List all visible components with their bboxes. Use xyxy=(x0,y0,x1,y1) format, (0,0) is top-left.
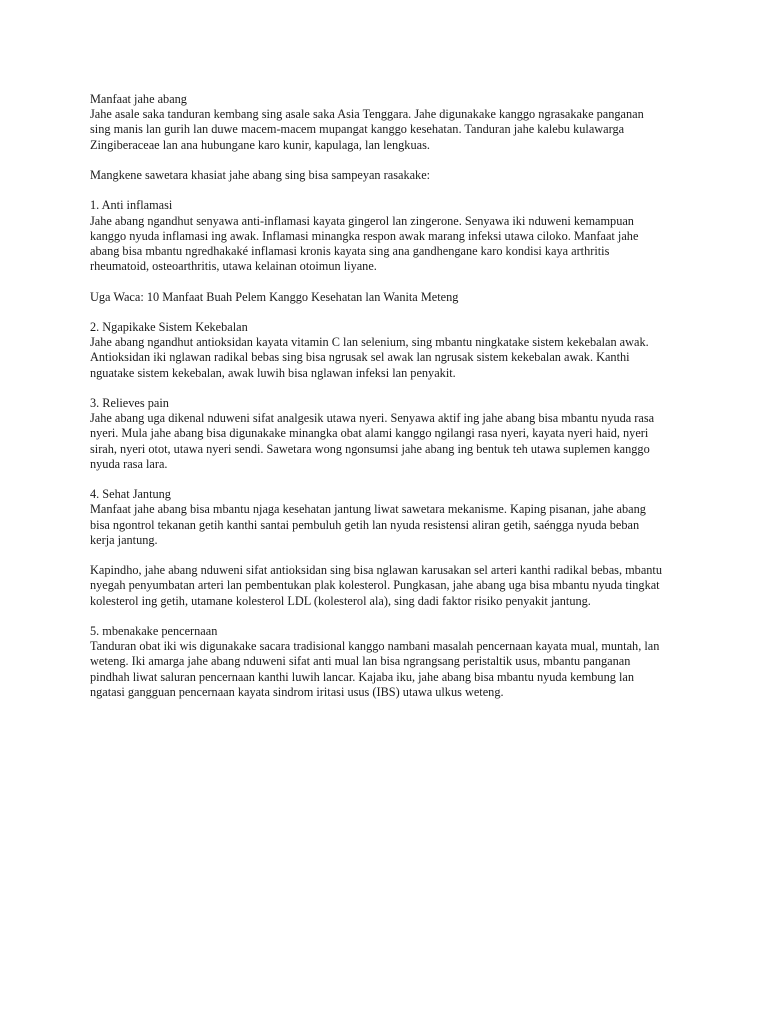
text-line: Antioksidan iki nglawan radikal bebas sing bisa ngrusak sel awak lan ngrusak sistem kekebalan awak. Kanthi xyxy=(90,350,630,365)
text-line: Jahe abang ngandhut antioksidan kayata vitamin C lan selenium, sing mbantu ningkatake sistem kekebalan awak. xyxy=(90,335,649,350)
section-pain-relief xyxy=(90,396,680,472)
section-heart-health xyxy=(90,487,680,548)
benefits-intro-paragraph xyxy=(90,168,680,183)
text-line: bisa ngontrol tekanan getih kanthi santai pembuluh getih lan nyuda resistensi aliran getih, saéngga nyuda beban xyxy=(90,517,640,532)
text-line: weteng. Iki amarga jahe abang nduweni sifat anti mual lan bisa ngrangsang peristaltik usus, mbantu panganan xyxy=(90,654,631,669)
text-line: 3. Relieves pain xyxy=(90,395,169,410)
text-line: Manfaat jahe abang bisa mbantu njaga kesehatan jantung liwat sawetara mekanisme. Kaping pisanan, jahe abang xyxy=(90,502,646,517)
text-line: nyegah penyumbatan arteri lan pembentukan plak kolesterol. Pungkasan, jahe abang uga bisa mbantu nyuda tingkat xyxy=(90,578,660,593)
text-line: pindhah liwat saluran pencernaan kanthi luwih lancar. Kajaba iku, jahe abang bisa mbantu nyuda kembung lan xyxy=(90,669,634,684)
text-line: Kapindho, jahe abang nduweni sifat antioksidan sing bisa nglawan karusakan sel arteri kanthi radikal bebas, mbantu xyxy=(90,563,662,578)
text-line: Uga Waca: 10 Manfaat Buah Pelem Kanggo Kesehatan lan Wanita Meteng xyxy=(90,289,459,304)
related-article-link-paragraph xyxy=(90,290,680,305)
text-line: 2. Ngapikake Sistem Kekebalan xyxy=(90,319,248,334)
text-line: Jahe asale saka tanduran kembang sing asale saka Asia Tenggara. Jahe digunakake kanggo ngrasakake panganan xyxy=(90,107,644,122)
text-line: 4. Sehat Jantung xyxy=(90,487,171,502)
text-line: kolesterol ing getih, utamane kolesterol LDL (kolesterol ala), sing dadi faktor risiko penyakit jantung. xyxy=(90,593,591,608)
text-line: rheumatoid, osteoarthritis, utawa kelainan otoimun liyane. xyxy=(90,259,377,274)
document-body xyxy=(90,92,680,715)
text-line: 1. Anti inflamasi xyxy=(90,198,173,213)
text-line: Tanduran obat iki wis digunakake sacara tradisional kanggo nambani masalah pencernaan kayata mual, muntah, lan xyxy=(90,639,660,654)
section-digestion xyxy=(90,624,680,700)
text-line: Jahe abang ngandhut senyawa anti-inflamasi kayata gingerol lan zingerone. Senyawa iki nduweni kemampuan xyxy=(90,213,634,228)
section-anti-inflammation xyxy=(90,198,680,274)
text-line: Jahe abang uga dikenal nduweni sifat analgesik utawa nyeri. Senyawa aktif ing jahe abang bisa mbantu nyuda rasa xyxy=(90,411,655,426)
text-line: kanggo nyuda inflamasi ing awak. Inflamasi minangka respon awak marang infeksi utawa ciloko. Manfaat jahe xyxy=(90,228,639,243)
text-line: ngatasi gangguan pencernaan kayata sindrom iritasi usus (IBS) utawa ulkus weteng. xyxy=(90,684,504,699)
text-line: sirah, nyeri otot, utawa nyeri sendi. Sawetara wong ngonsumsi jahe abang ing bentuk teh utawa suplemen kanggo xyxy=(90,441,650,456)
text-line: Mangkene sawetara khasiat jahe abang sing bisa sampeyan rasakake: xyxy=(90,168,431,182)
section-heart-health-continued xyxy=(90,563,680,609)
text-line: Zingiberaceae lan ana hubungane karo kunir, kapulaga, lan lengkuas. xyxy=(90,137,430,152)
text-line: nyeri. Mula jahe abang bisa digunakake minangka obat alami kanggo ngilangi rasa nyeri, kayata nyeri haid, nyeri xyxy=(90,426,649,441)
intro-paragraph xyxy=(90,92,680,153)
text-line: nyuda rasa lara. xyxy=(90,456,168,471)
text-line: Manfaat jahe abang xyxy=(90,92,187,106)
section-immune-system xyxy=(90,320,680,381)
text-line: 5. mbenakake pencernaan xyxy=(90,623,218,638)
text-line: abang bisa mbantu ngredhakaké inflamasi kronis kayata sing ana gandhengane karo kondisi kaya arthritis xyxy=(90,244,610,258)
text-line: nguatake sistem kekebalan, awak luwih bisa nglawan infeksi lan penyakit. xyxy=(90,365,456,380)
text-line: sing manis lan gurih lan duwe macem-macem mupangat kanggo kesehatan. Tanduran jahe kalebu kulawarga xyxy=(90,122,625,137)
text-line: kerja jantung. xyxy=(90,532,158,547)
